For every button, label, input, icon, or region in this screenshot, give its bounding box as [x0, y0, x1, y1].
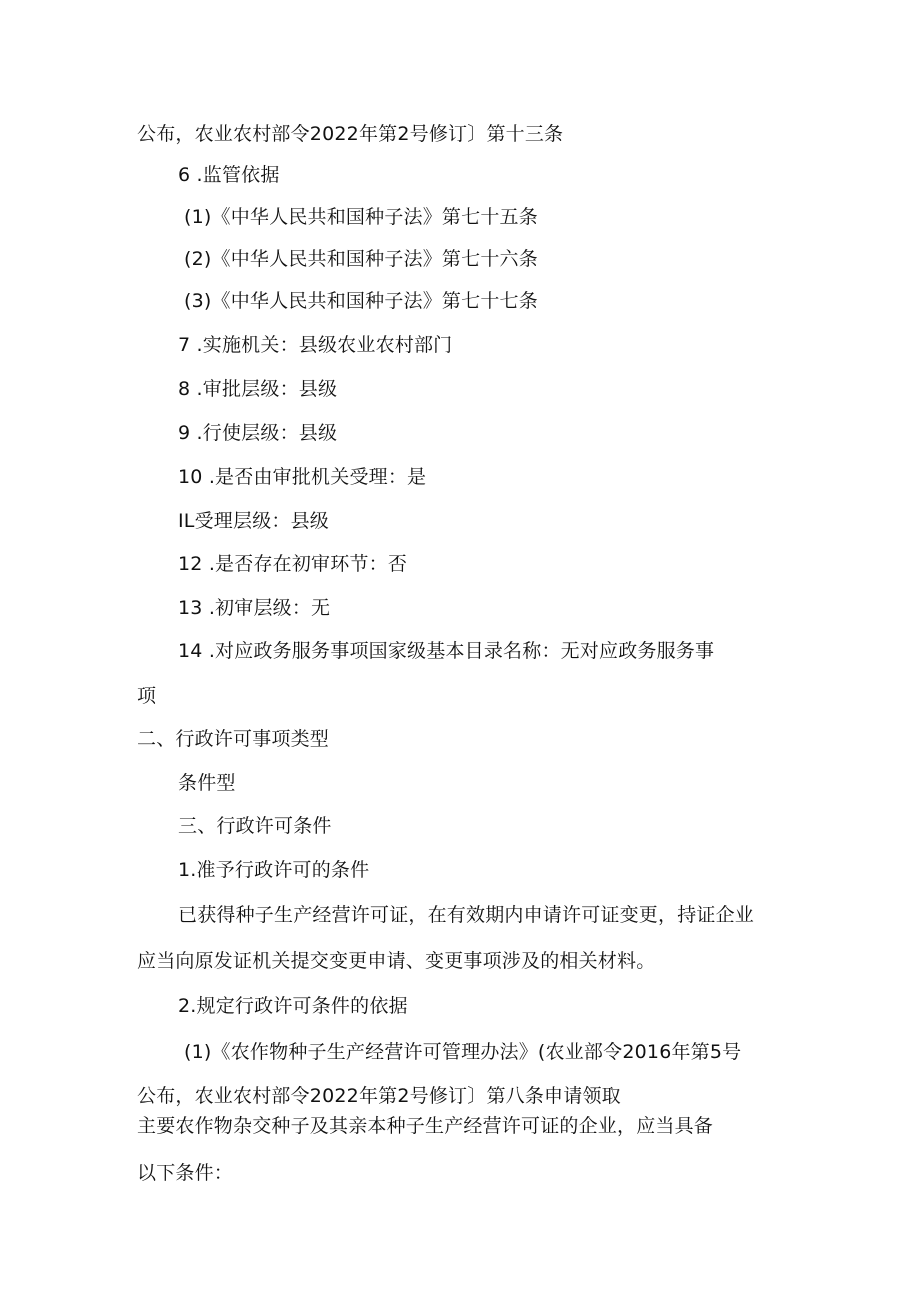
field-line: 9 .行使层级：县级	[178, 422, 338, 444]
paragraph-line: 已获得种子生产经营许可证，在有效期内申请许可证变更，持证企业	[178, 904, 755, 926]
paragraph-line: 以下条件：	[137, 1162, 234, 1184]
field-line: IL受理层级：县级	[178, 510, 329, 532]
list-item-line: (1)《中华人民共和国种子法》第七十五条	[184, 206, 538, 228]
field-line: 10 .是否由审批机关受理：是	[178, 466, 427, 488]
paragraph-line: 主要农作物杂交种子及其亲本种子生产经营许可证的企业，应当具备	[137, 1115, 714, 1137]
section-heading-line: 三、行政许可条件	[178, 815, 332, 837]
field-line: 14 .对应政务服务事项国家级基本目录名称：无对应政务服务事	[178, 640, 715, 662]
paragraph-line: (1)《农作物种子生产经营许可管理办法》(农业部令2016年第5号	[184, 1041, 742, 1063]
subsection-heading-line: 2.规定行政许可条件的依据	[178, 995, 408, 1017]
section-heading-line: 二、行政许可事项类型	[137, 728, 330, 750]
field-line: 13 .初审层级：无	[178, 597, 331, 619]
paragraph-line: 公布，农业农村部令2022年第2号修订〕第八条申请领取	[137, 1085, 621, 1107]
text-line: 公布，农业农村部令2022年第2号修订〕第十三条	[137, 123, 564, 145]
text-line: 项	[137, 685, 157, 707]
paragraph-line: 应当向原发证机关提交变更申请、变更事项涉及的相关材料。	[137, 950, 656, 972]
text-line: 条件型	[178, 772, 236, 794]
section-heading-line: 6 .监管依据	[178, 164, 280, 186]
list-item-line: (2)《中华人民共和国种子法》第七十六条	[184, 248, 538, 270]
field-line: 8 .审批层级：县级	[178, 378, 338, 400]
list-item-line: (3)《中华人民共和国种子法》第七十七条	[184, 290, 538, 312]
subsection-heading-line: 1.准予行政许可的条件	[178, 859, 370, 881]
field-line: 12 .是否存在初审环节：否	[178, 553, 408, 575]
field-line: 7 .实施机关：县级农业农村部门	[178, 334, 453, 356]
